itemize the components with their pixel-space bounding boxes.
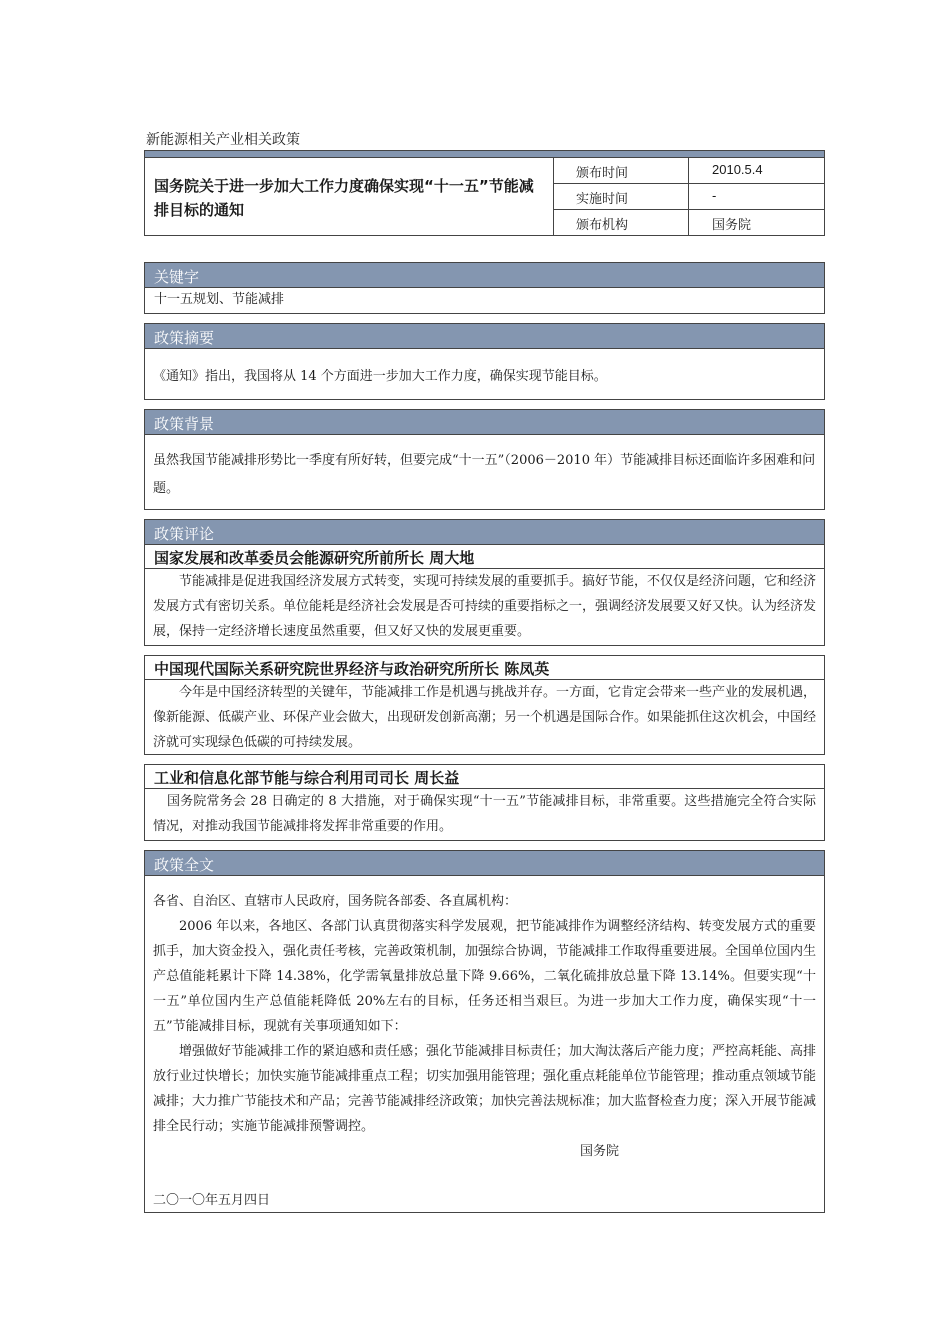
meta-row-issue-date bbox=[554, 158, 824, 184]
meta-value: - bbox=[712, 188, 717, 203]
fulltext-paragraph: 增强做好节能减排工作的紧迫感和责任感；强化节能减排目标责任；加大淘汰落后产能力度；严控高耗能、高排放行业过快增长；加快实施节能减排重点工程；切实加强用能管理；强化重点耗能单位节能管理；推动重点领域节能减排；大力推广节能技术和产品；完善节能减排经济政策；加快完善法规标准；加大监督检查力度；深入开展节能减排全民行动；实施节能减排预警调控。 bbox=[153, 1044, 817, 1134]
policy-meta-grid bbox=[554, 158, 824, 235]
fulltext-paragraph: 2006 年以来，各地区、各部门认真贯彻落实科学发展观，把节能减排作为调整经济结构、转变发展方式的重要抓手，加大资金投入，强化责任考核，完善政策机制，加强综合协调，节能减排工作取得重要进展。全国单位国内生产总值能耗累计下降 14.38%，化学需氧量排放总量下降 9.66%，二氧化硫排放总量下降 13.14%。但要实现“十一五”单位国内生产总值能耗降低 20%左右的目标，任务还相当艰巨。为进一步加大工作力度，确保实现“十一五”节能减排目标，现就有关事项通知如下： bbox=[153, 919, 817, 1034]
fulltext-date: 二〇一〇年五月四日 bbox=[153, 1193, 271, 1208]
fulltext-signature: 国务院 bbox=[580, 1144, 620, 1159]
review-comment-2 bbox=[144, 655, 825, 755]
meta-key: 实施时间 bbox=[554, 184, 689, 209]
keywords-text: 十一五规划、节能减排 bbox=[154, 292, 285, 307]
meta-key: 颁布时间 bbox=[554, 158, 689, 183]
top-accent-bar bbox=[144, 150, 825, 158]
meta-value: 2010.5.4 bbox=[712, 162, 763, 177]
meta-row-effective-date bbox=[554, 184, 824, 210]
summary-heading: 政策摘要 bbox=[145, 324, 824, 349]
fulltext-section bbox=[144, 850, 825, 1213]
meta-row-issuer bbox=[554, 210, 824, 235]
comment-author: 中国现代国际关系研究院世界经济与政治研究所所长 陈凤英 bbox=[145, 656, 824, 680]
meta-key: 颁布机构 bbox=[554, 210, 689, 235]
fulltext-heading: 政策全文 bbox=[145, 851, 824, 876]
review-section bbox=[144, 519, 825, 646]
fulltext-salutation: 各省、自治区、直辖市人民政府，国务院各部委、各直属机构： bbox=[153, 894, 518, 909]
meta-value: 国务院 bbox=[712, 217, 752, 232]
background-heading: 政策背景 bbox=[145, 410, 824, 435]
comment-text: 节能减排是促进我国经济发展方式转变，实现可持续发展的重要抓手。搞好节能，不仅仅是经济问题，它和经济发展方式有密切关系。单位能耗是经济社会发展是否可持续的重要指标之一，强调经济发展要又好又快。认为经济发展，保持一定经济增长速度虽然重要，但又好又快的发展更重要。 bbox=[153, 574, 817, 639]
policy-info-table bbox=[144, 158, 825, 236]
summary-text: 《通知》指出，我国将从 14 个方面进一步加大工作力度，确保实现节能目标。 bbox=[153, 369, 607, 384]
comment-text: 今年是中国经济转型的关键年，节能减排工作是机遇与挑战并存。一方面，它肯定会带来一些产业的发展机遇，像新能源、低碳产业、环保产业会做大，出现研发创新高潮；另一个机遇是国际合作。如果能抓住这次机会，中国经济就可实现绿色低碳的可持续发展。 bbox=[153, 685, 817, 750]
comment-author: 国家发展和改革委员会能源研究所前所长 周大地 bbox=[145, 545, 824, 569]
review-comment-3 bbox=[144, 764, 825, 841]
comment-author: 工业和信息化部节能与综合利用司司长 周长益 bbox=[145, 765, 824, 789]
policy-title: 国务院关于进一步加大工作力度确保实现“十一五”节能减排目标的通知 bbox=[145, 158, 554, 235]
page-category-title: 新能源相关产业相关政策 bbox=[146, 132, 300, 148]
keywords-heading: 关键字 bbox=[145, 263, 824, 288]
summary-section bbox=[144, 323, 825, 400]
background-section bbox=[144, 409, 825, 510]
keywords-section bbox=[144, 262, 825, 314]
comment-text: 国务院常务会 28 日确定的 8 大措施，对于确保实现“十一五”节能减排目标，非常重要。这些措施完全符合实际情况，对推动我国节能减排将发挥非常重要的作用。 bbox=[153, 794, 816, 834]
background-text: 虽然我国节能减排形势比一季度有所好转，但要完成“十一五”（2006－2010 年）节能减排目标还面临许多困难和问题。 bbox=[153, 453, 816, 496]
review-heading: 政策评论 bbox=[145, 520, 824, 545]
